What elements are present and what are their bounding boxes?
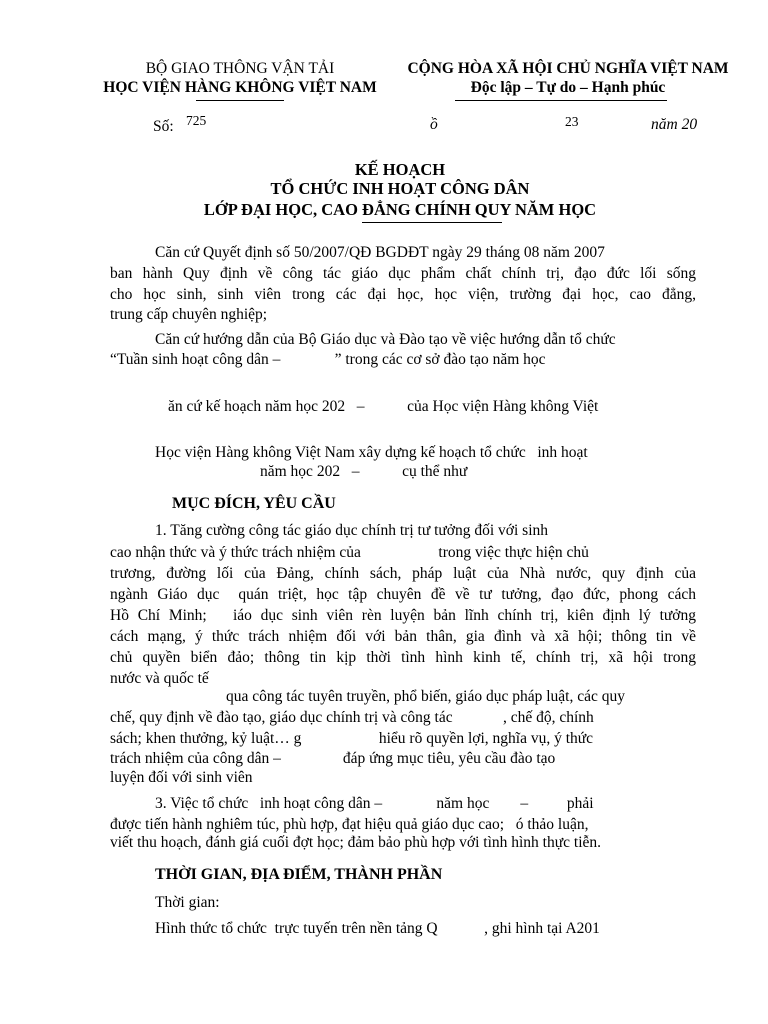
item1-line-2: cao nhận thức và ý thức trách nhiệm của trong việc thực hiện chủ [110,544,589,561]
section-heading-time-place: THỜI GIAN, ĐỊA ĐIỂM, THÀNH PHẦN [155,866,443,883]
item1-line-8: nước và quốc tế [110,670,209,687]
p1-line-4: trung cấp chuyên nghiệp; [110,306,268,323]
item1-line-3: trương, đường lối của Đảng, chính sách, pháp luật của Nhà nước, quy định của [110,565,696,582]
plan-subtitle-1: TỔ CHỨC INH HOẠT CÔNG DÂN [270,179,530,198]
item1-line-4: ngành Giáo dục quán triệt, học tập chuyên đề về tư tưởng, đạo đức, phong cách [110,586,696,603]
national-motto: Độc lập – Tự do – Hạnh phúc [470,79,666,96]
item2-line-2: chế, quy định về đào tạo, giáo dục chính trị và công tác , chế độ, chính [110,709,594,726]
academy-underline [196,100,284,101]
item2-line-5: luyện đối với sinh viên [110,769,253,786]
time-label: Thời gian: [155,894,220,911]
p4-line-1: Học viện Hàng không Việt Nam xây dựng kế hoạch tổ chức inh hoạt [155,444,588,461]
item1-line-7: chủ quyền biển đảo; thông tin kịp thời tình hình kinh tế, chính trị, xã hội trong [110,649,696,666]
item3-line-1: 3. Việc tổ chức inh hoạt công dân – năm học – phải [155,795,594,812]
item2-line-3: sách; khen thưởng, kỷ luật… g hiểu rõ quyền lợi, nghĩa vụ, ý thức [110,730,594,747]
format-line: Hình thức tổ chức trực tuyến trên nền tảng Q , ghi hình tại A201 [155,920,600,937]
item1-line-1: 1. Tăng cường công tác giáo dục chính trị tư tưởng đối với sinh [155,522,549,539]
document-number-label: Số: [153,118,174,135]
p1-line-3: cho học sinh, sinh viên trong các đại học, học viện, trường đại học, cao đẳng, [110,286,696,303]
motto-underline [455,100,667,101]
date-year: năm 20 [651,116,698,133]
plan-subtitle-2: LỚP ĐẠI HỌC, CAO ĐẲNG CHÍNH QUY NĂM HỌC [203,200,597,219]
p4-line-2: năm học 202 – cụ thể như [260,463,468,480]
section-heading-purpose: MỤC ĐÍCH, YÊU CẦU [172,495,336,512]
item1-line-5: Hồ Chí Minh; iáo dục sinh viên rèn luyện bản lĩnh chính trị, kiên định lý tưởng [110,607,696,624]
plan-title: KẾ HOẠCH [354,160,446,179]
p2-line-2: “Tuần sinh hoạt công dân – ” trong các cơ sở đào tạo năm học [110,351,546,368]
document-number: 725 [186,113,207,128]
p3-line-1: ăn cứ kế hoạch năm học 202 – của Học viện Hàng không Việt [168,398,599,415]
academy-name: HỌC VIỆN HÀNG KHÔNG VIỆT NAM [103,79,377,96]
date-day: 23 [565,114,579,129]
item3-line-3: viết thu hoạch, đánh giá cuối đợt học; đảm bảo phù hợp với tình hình thực tiễn. [110,834,602,851]
ministry-name: BỘ GIAO THÔNG VẬN TẢI [145,60,335,77]
republic-name: CỘNG HÒA XÃ HỘI CHỦ NGHĨA VIỆT NAM [407,60,729,77]
p1-line-2: ban hành Quy định về công tác giáo dục phẩm chất chính trị, đạo đức lối sống [110,265,696,282]
location-fragment: ồ [430,116,438,133]
item1-line-6: cách mạng, ý thức trách nhiệm đối với bản thân, gia đình và xã hội; thông tin về [110,628,696,645]
item2-line-1: qua công tác tuyên truyền, phổ biến, giáo dục pháp luật, các quy [226,688,625,705]
title-underline [362,222,502,223]
p2-line-1: Căn cứ hướng dẫn của Bộ Giáo dục và Đào tạo về việc hướng dẫn tổ chức [155,331,616,348]
item3-line-2: được tiến hành nghiêm túc, phù hợp, đạt hiệu quả giáo dục cao; ó thảo luận, [110,816,589,833]
p1-line-1: Căn cứ Quyết định số 50/2007/QĐ BGDĐT ngày 29 tháng 08 năm 2007 [155,244,605,261]
item2-line-4: trách nhiệm của công dân – đáp ứng mục tiêu, yêu cầu đào tạo [110,750,556,767]
